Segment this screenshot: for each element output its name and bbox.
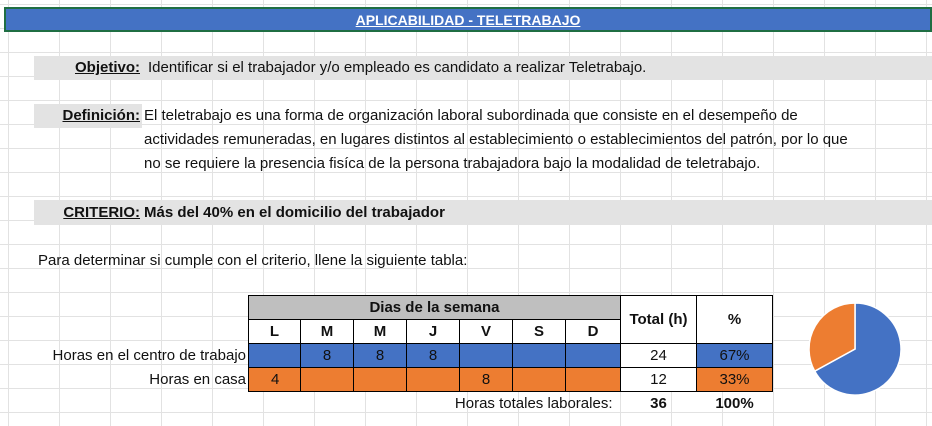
- day-header: J: [407, 320, 460, 344]
- footer-pct: 100%: [715, 395, 754, 413]
- hours-cell[interactable]: [301, 368, 354, 392]
- title-bar: [4, 7, 932, 32]
- hours-cell[interactable]: [354, 368, 407, 392]
- definicion-label: Definición:: [62, 107, 140, 124]
- hours-cell[interactable]: 4: [249, 368, 301, 392]
- definicion-line-3: no se requiere la presencia fisíca de la persona trabajadora bajo la modalidad de teletrabajo.: [144, 155, 761, 172]
- hours-cell[interactable]: [513, 368, 566, 392]
- footer-label: Horas totales laborales:: [454, 395, 613, 413]
- pct-cell: 33%: [697, 368, 773, 392]
- hours-cell[interactable]: [249, 344, 301, 368]
- total-cell: 24: [621, 344, 697, 368]
- criterio-text: Más del 40% en el domicilio del trabajador: [144, 204, 445, 221]
- row-label-casa: Horas en casa: [149, 371, 246, 388]
- day-header: L: [249, 320, 301, 344]
- instruction-text: Para determinar si cumple con el criterio, llene la siguiente tabla:: [38, 252, 468, 269]
- hours-cell[interactable]: 8: [460, 368, 513, 392]
- hours-cell[interactable]: 8: [354, 344, 407, 368]
- hours-cell[interactable]: [460, 344, 513, 368]
- day-header: S: [513, 320, 566, 344]
- objetivo-label: Objetivo:: [74, 59, 140, 76]
- day-header: V: [460, 320, 513, 344]
- hours-cell[interactable]: [566, 344, 621, 368]
- pct-cell: 67%: [697, 344, 773, 368]
- day-header: M: [301, 320, 354, 344]
- row-label-centro: Horas en el centro de trabajo: [52, 347, 246, 364]
- hours-cell[interactable]: [407, 368, 460, 392]
- hours-cell[interactable]: [566, 368, 621, 392]
- objetivo-text: Identificar si el trabajador y/o empleado es candidato a realizar Teletrabajo.: [148, 59, 647, 76]
- definicion-line-2: actividades remuneradas, en lugares distintos al establecimiento o establecimientos del patrón, por lo que: [144, 131, 848, 148]
- hours-cell[interactable]: 8: [301, 344, 354, 368]
- total-cell: 12: [621, 368, 697, 392]
- hours-cell[interactable]: [513, 344, 566, 368]
- footer-total: 36: [650, 395, 667, 413]
- days-group-header: Dias de la semana: [249, 296, 621, 320]
- definicion-line-1: El teletrabajo es una forma de organización laboral subordinada que consiste en el desempeño de: [144, 107, 798, 124]
- hours-table: [248, 295, 773, 416]
- hours-cell[interactable]: 8: [407, 344, 460, 368]
- hours-pie-chart: [800, 300, 910, 398]
- criterio-label: CRITERIO:: [63, 204, 140, 221]
- pct-header: %: [697, 296, 773, 344]
- day-header: M: [354, 320, 407, 344]
- total-header: Total (h): [621, 296, 697, 344]
- page-title: APLICABILIDAD - TELETRABAJO: [6, 9, 930, 30]
- day-header: D: [566, 320, 621, 344]
